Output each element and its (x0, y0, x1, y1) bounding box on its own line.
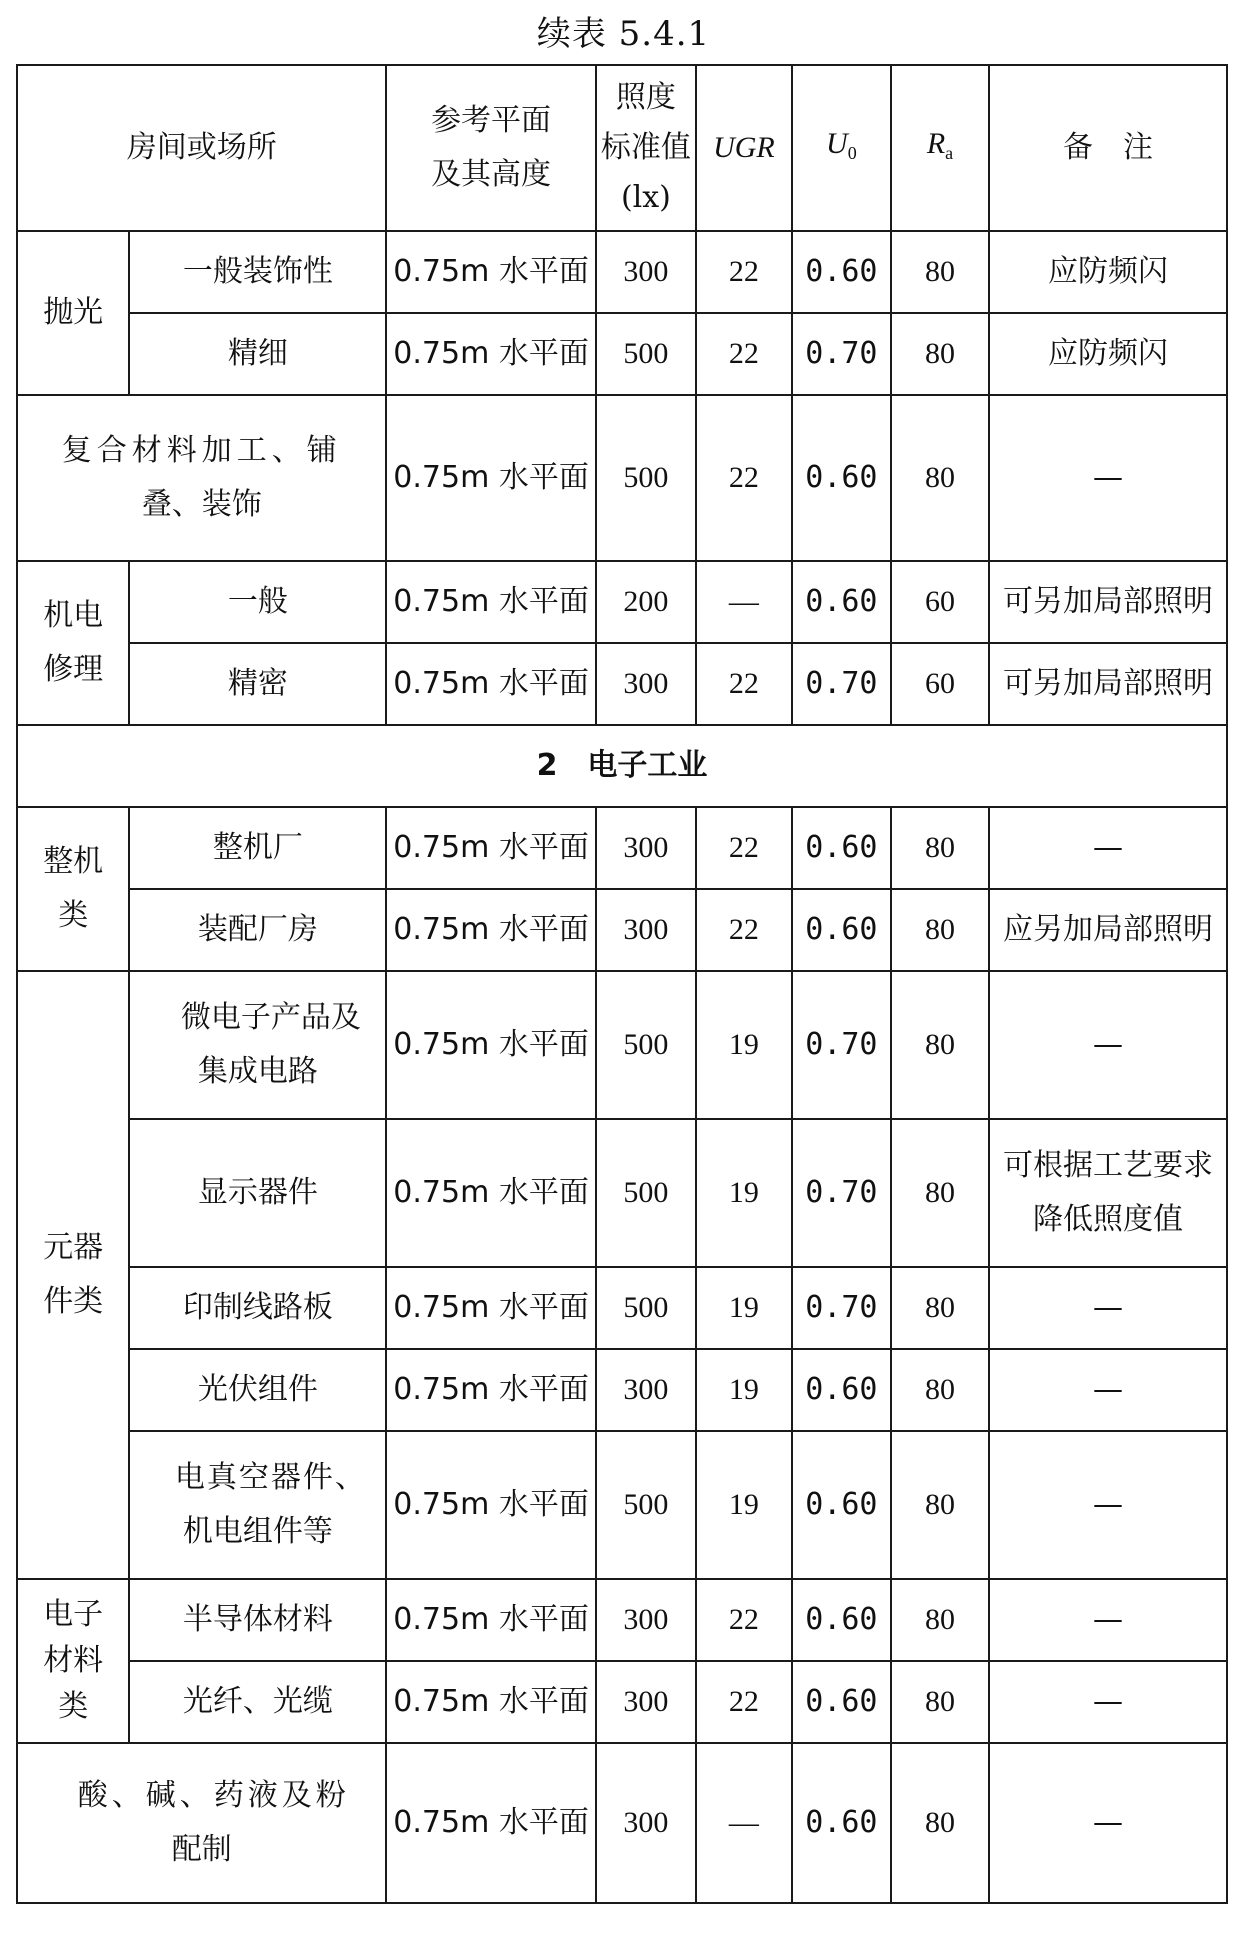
group-polish: 抛光 (17, 231, 129, 395)
row-ra: 80 (891, 231, 989, 313)
row-ugr: 19 (696, 1267, 792, 1349)
row-ra: 60 (891, 561, 989, 643)
table-row (17, 643, 1227, 725)
row-plane: 0.75m 水平面 (386, 889, 595, 971)
row-plane: 0.75m 水平面 (386, 643, 595, 725)
row-ugr: 19 (696, 1431, 792, 1579)
row-sub: 电真空器件、 机电组件等 (129, 1431, 386, 1579)
row-lux: 300 (596, 643, 696, 725)
row-lux: 300 (596, 1349, 696, 1431)
row-lux: 300 (596, 231, 696, 313)
row-plane: 0.75m 水平面 (386, 1661, 595, 1743)
row-sub: 微电子产品及 集成电路 (129, 971, 386, 1119)
row-plane: 0.75m 水平面 (386, 395, 595, 561)
row-lux: 500 (596, 1431, 696, 1579)
row-ugr: 22 (696, 889, 792, 971)
header-ugr: UGR (696, 65, 792, 231)
row-plane: 0.75m 水平面 (386, 1431, 595, 1579)
row-plane: 0.75m 水平面 (386, 561, 595, 643)
row-ra: 80 (891, 1431, 989, 1579)
row-lux: 300 (596, 807, 696, 889)
row-ugr: 19 (696, 1349, 792, 1431)
row-lux: 300 (596, 1579, 696, 1661)
row-lux: 500 (596, 395, 696, 561)
row-plane: 0.75m 水平面 (386, 1349, 595, 1431)
header-place: 房间或场所 (17, 65, 386, 231)
row-u0: 0.60 (792, 1431, 891, 1579)
row-ra: 80 (891, 1579, 989, 1661)
table-row (17, 1119, 1227, 1267)
table-row (17, 1743, 1227, 1903)
header-ra: $R_a$ (891, 65, 989, 231)
row-u0: 0.60 (792, 231, 891, 313)
row-ra: 80 (891, 313, 989, 395)
group-components: 元器 件类 (17, 971, 129, 1579)
row-u0: 0.60 (792, 1661, 891, 1743)
row-sub: 精密 (129, 643, 386, 725)
row-ra: 80 (891, 807, 989, 889)
row-ra: 80 (891, 1661, 989, 1743)
group-mech-repair: 机电 修理 (17, 561, 129, 725)
header-plane: 参考平面 及其高度 (386, 65, 595, 231)
row-remark: — (989, 971, 1227, 1119)
row-plane: 0.75m 水平面 (386, 1743, 595, 1903)
row-u0: 0.60 (792, 807, 891, 889)
row-ugr: 19 (696, 1119, 792, 1267)
table-row (17, 561, 1227, 643)
row-remark: 应防频闪 (989, 231, 1227, 313)
row-plane: 0.75m 水平面 (386, 1119, 595, 1267)
row-plane: 0.75m 水平面 (386, 807, 595, 889)
row-lux: 500 (596, 1267, 696, 1349)
table-row (17, 1349, 1227, 1431)
row-lux: 500 (596, 313, 696, 395)
row-sub: 印制线路板 (129, 1267, 386, 1349)
row-sub: 一般装饰性 (129, 231, 386, 313)
table-row (17, 395, 1227, 561)
section-row (17, 725, 1227, 807)
row-u0: 0.60 (792, 889, 891, 971)
row-ugr: 22 (696, 395, 792, 561)
section-heading: 2 电子工业 (17, 725, 1227, 807)
group-electronic-materials: 电子 材料 类 (17, 1579, 129, 1743)
row-ra: 80 (891, 1267, 989, 1349)
table-row (17, 971, 1227, 1119)
row-u0: 0.60 (792, 395, 891, 561)
row-lux: 300 (596, 889, 696, 971)
row-lux: 500 (596, 1119, 696, 1267)
header-lux: 照度 标准值 (lx) (596, 65, 696, 231)
row-u0: 0.60 (792, 1743, 891, 1903)
row-remark: 可另加局部照明 (989, 643, 1227, 725)
row-ugr: 22 (696, 807, 792, 889)
group-acid-alkali: 酸、碱、药液及粉 配制 (17, 1743, 386, 1903)
row-sub: 精细 (129, 313, 386, 395)
row-ra: 60 (891, 643, 989, 725)
row-remark: — (989, 395, 1227, 561)
row-lux: 300 (596, 1743, 696, 1903)
row-sub: 光纤、光缆 (129, 1661, 386, 1743)
row-plane: 0.75m 水平面 (386, 1579, 595, 1661)
table-row (17, 1661, 1227, 1743)
row-ra: 80 (891, 1119, 989, 1267)
row-ugr: — (696, 1743, 792, 1903)
row-u0: 0.70 (792, 1119, 891, 1267)
row-ugr: 19 (696, 971, 792, 1119)
row-ra: 80 (891, 1349, 989, 1431)
row-plane: 0.75m 水平面 (386, 313, 595, 395)
row-u0: 0.60 (792, 1579, 891, 1661)
row-ra: 80 (891, 395, 989, 561)
table-row (17, 313, 1227, 395)
row-ugr: 22 (696, 313, 792, 395)
group-composite: 复合材料加工、铺 叠、装饰 (17, 395, 386, 561)
row-u0: 0.70 (792, 313, 891, 395)
table-row (17, 889, 1227, 971)
row-plane: 0.75m 水平面 (386, 971, 595, 1119)
table-row (17, 1579, 1227, 1661)
row-u0: 0.70 (792, 971, 891, 1119)
row-remark: — (989, 807, 1227, 889)
row-remark: — (989, 1349, 1227, 1431)
row-ugr: 22 (696, 1661, 792, 1743)
table-caption: 续表 5.4.1 (536, 14, 711, 54)
row-sub: 半导体材料 (129, 1579, 386, 1661)
illuminance-table (16, 64, 1228, 1904)
table-row (17, 1431, 1227, 1579)
row-remark: — (989, 1743, 1227, 1903)
row-sub: 显示器件 (129, 1119, 386, 1267)
table-row (17, 1267, 1227, 1349)
row-ugr: 22 (696, 231, 792, 313)
header-u0: $U_0$ (792, 65, 891, 231)
row-lux: 200 (596, 561, 696, 643)
row-plane: 0.75m 水平面 (386, 231, 595, 313)
row-u0: 0.70 (792, 643, 891, 725)
row-remark: — (989, 1579, 1227, 1661)
table-row (17, 231, 1227, 313)
row-ugr: — (696, 561, 792, 643)
row-u0: 0.60 (792, 1349, 891, 1431)
row-plane: 0.75m 水平面 (386, 1267, 595, 1349)
row-sub: 装配厂房 (129, 889, 386, 971)
group-whole-machine: 整机 类 (17, 807, 129, 971)
row-remark: 应防频闪 (989, 313, 1227, 395)
row-remark: — (989, 1431, 1227, 1579)
row-sub: 一般 (129, 561, 386, 643)
header-remark: 备 注 (989, 65, 1227, 231)
row-u0: 0.70 (792, 1267, 891, 1349)
row-sub: 光伏组件 (129, 1349, 386, 1431)
row-remark: 可根据工艺要求 降低照度值 (989, 1119, 1227, 1267)
row-sub: 整机厂 (129, 807, 386, 889)
row-remark: — (989, 1661, 1227, 1743)
row-ra: 80 (891, 971, 989, 1119)
row-u0: 0.60 (792, 561, 891, 643)
row-ra: 80 (891, 1743, 989, 1903)
row-remark: — (989, 1267, 1227, 1349)
row-remark: 可另加局部照明 (989, 561, 1227, 643)
row-ugr: 22 (696, 1579, 792, 1661)
row-lux: 500 (596, 971, 696, 1119)
row-ra: 80 (891, 889, 989, 971)
row-remark: 应另加局部照明 (989, 889, 1227, 971)
header-row (17, 65, 1227, 231)
table-row (17, 807, 1227, 889)
row-ugr: 22 (696, 643, 792, 725)
row-lux: 300 (596, 1661, 696, 1743)
